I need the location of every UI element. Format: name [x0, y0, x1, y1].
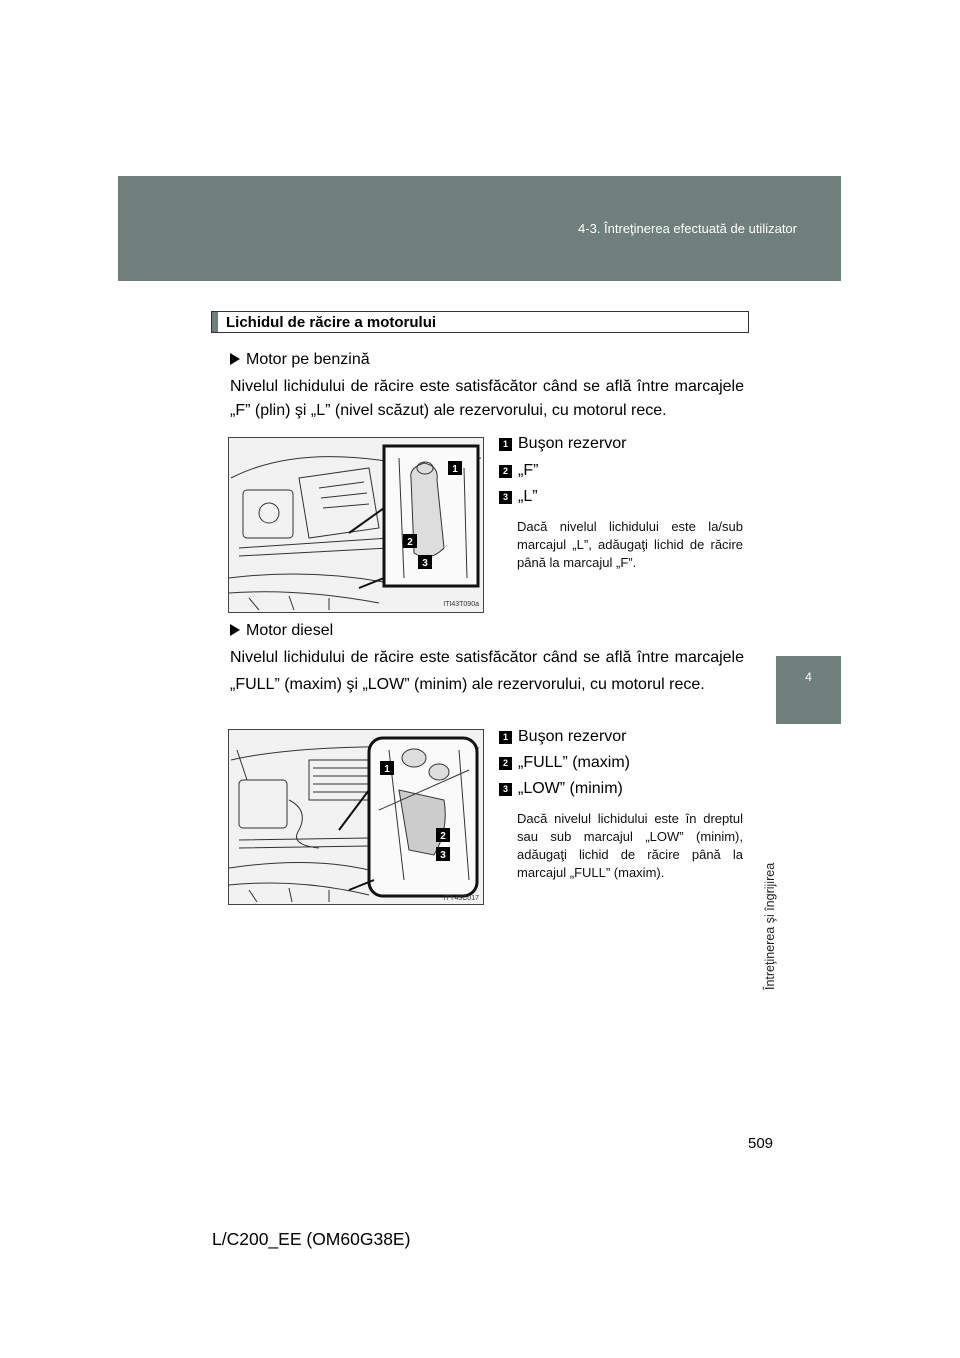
header-band: [118, 176, 841, 281]
legend-label: „F”: [518, 462, 539, 479]
diesel-legend-1: [499, 728, 627, 746]
svg-text:2: 2: [407, 537, 413, 548]
petrol-image-code: ITI43T090a: [443, 601, 479, 608]
legend-label: „L”: [518, 488, 538, 505]
diesel-note: Dacă nivelul lichidului este în dreptul sau sub marcajul „LOW” (minim), adăugaţi lichid de răcire până la marcajul „FULL” (maxim).: [517, 811, 743, 880]
diesel-heading: [230, 622, 333, 640]
svg-text:1: 1: [452, 464, 458, 475]
legend-label: Buşon rezervor: [518, 435, 627, 452]
petrol-heading-text: Motor pe benzină: [246, 351, 370, 368]
legend-label: „LOW” (minim): [518, 780, 623, 797]
legend-number-badge: 2: [499, 465, 512, 478]
chapter-tab[interactable]: [776, 656, 841, 724]
diesel-legend-2: [499, 754, 630, 772]
legend-number-badge: 3: [499, 491, 512, 504]
diesel-description: Nivelul lichidului de răcire este satisfăcător când se află între marcajele „FULL” (maxim) şi „LOW” (minim) ale rezervorului, cu motorul rece.: [230, 649, 744, 693]
petrol-legend-3: [499, 488, 538, 506]
diesel-legend-3: [499, 780, 623, 798]
legend-number-badge: 1: [499, 731, 512, 744]
svg-text:2: 2: [440, 831, 446, 842]
legend-number-badge: 3: [499, 783, 512, 796]
legend-label: Buşon rezervor: [518, 728, 627, 745]
petrol-heading: [230, 351, 370, 369]
header-section-title: 4-3. Întreţinerea efectuată de utilizator: [578, 221, 797, 236]
page-number: 509: [748, 1135, 774, 1152]
chapter-title: Întreţinerea şi îngrijirea: [763, 862, 777, 990]
petrol-legend-2: [499, 462, 538, 480]
section-title: Lichidul de răcire a motorului: [226, 314, 437, 331]
section-title-box: [211, 311, 749, 333]
triangle-bullet-icon: [230, 624, 240, 636]
diesel-heading-text: Motor diesel: [246, 622, 334, 639]
triangle-bullet-icon: [230, 353, 240, 365]
legend-label: „FULL” (maxim): [518, 754, 630, 771]
diesel-engine-illustration: [228, 729, 484, 905]
section-title-bar: [212, 312, 218, 332]
petrol-description: Nivelul lichidului de răcire este satisfăcător când se află între marcajele „F” (plin) şi „L” (nivel scăzut) ale rezervorului, cu motorul rece.: [230, 378, 744, 419]
chapter-number: 4: [805, 670, 812, 684]
svg-text:3: 3: [440, 850, 446, 861]
svg-text:3: 3: [422, 558, 428, 569]
diesel-image-code: ITY43C017: [443, 895, 479, 902]
svg-text:1: 1: [384, 764, 390, 775]
legend-number-badge: 2: [499, 757, 512, 770]
petrol-legend-1: [499, 435, 627, 453]
legend-number-badge: 1: [499, 438, 512, 451]
model-code: L/C200_EE (OM60G38E): [212, 1229, 411, 1249]
petrol-engine-illustration: [228, 437, 484, 613]
petrol-note: Dacă nivelul lichidului este la/sub marcajul „L”, adăugaţi lichid de răcire până la marcajul „F”.: [517, 519, 743, 570]
